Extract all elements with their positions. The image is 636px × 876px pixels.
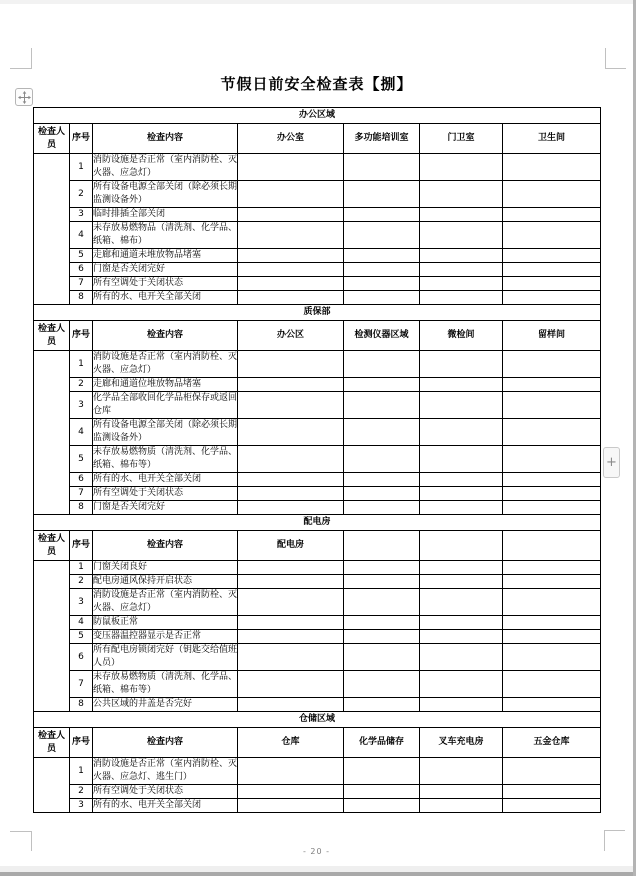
check-cell[interactable] <box>420 291 503 305</box>
column-header: 多功能培训室 <box>344 124 420 154</box>
check-cell[interactable] <box>344 644 420 671</box>
inspector-signature-cell[interactable] <box>34 561 70 712</box>
row-number: 6 <box>70 473 93 487</box>
document-title: 节假日前安全检查表【捌】 <box>220 75 413 93</box>
row-number: 1 <box>70 154 93 181</box>
column-header: 序号 <box>70 124 93 154</box>
four-way-move-icon <box>18 91 31 104</box>
check-cell[interactable] <box>238 501 344 515</box>
check-cell[interactable] <box>503 785 601 799</box>
check-cell[interactable] <box>238 561 344 575</box>
table-row <box>34 575 601 589</box>
page-number: - 20 - <box>302 847 331 856</box>
column-header: 检查内容 <box>93 124 238 154</box>
check-cell[interactable] <box>344 473 420 487</box>
table-row <box>34 616 601 630</box>
check-cell[interactable] <box>420 575 503 589</box>
inspection-table <box>33 107 601 813</box>
check-cell[interactable] <box>503 501 601 515</box>
row-number: 1 <box>70 351 93 378</box>
row-number: 8 <box>70 291 93 305</box>
row-number: 5 <box>70 630 93 644</box>
plus-icon: + <box>606 455 617 470</box>
row-number: 8 <box>70 698 93 712</box>
inspector-signature-cell[interactable] <box>34 758 70 813</box>
check-cell[interactable] <box>420 351 503 378</box>
inspection-item: 走廊和通道未堆放物品堵塞 <box>93 249 238 263</box>
inspector-signature-cell[interactable] <box>34 351 70 515</box>
add-button[interactable] <box>603 447 620 478</box>
check-cell[interactable] <box>238 351 344 378</box>
check-cell[interactable] <box>503 249 601 263</box>
table-row <box>34 758 601 785</box>
check-cell[interactable] <box>344 222 420 249</box>
inspection-item: 门窗是否关闭完好 <box>93 501 238 515</box>
table-row <box>34 154 601 181</box>
table-row <box>34 378 601 392</box>
check-cell[interactable] <box>503 154 601 181</box>
inspection-item: 所有的水、电开关全部关闭 <box>93 799 238 813</box>
table-row <box>34 392 601 419</box>
header-row <box>34 531 601 561</box>
check-cell[interactable] <box>344 630 420 644</box>
check-cell[interactable] <box>503 630 601 644</box>
inspection-item: 防鼠板正常 <box>93 616 238 630</box>
check-cell[interactable] <box>344 799 420 813</box>
row-number: 2 <box>70 378 93 392</box>
inspection-item: 临时排插全部关闭 <box>93 208 238 222</box>
table-row <box>34 644 601 671</box>
row-number: 3 <box>70 208 93 222</box>
table-row <box>34 277 601 291</box>
check-cell[interactable] <box>344 419 420 446</box>
check-cell[interactable] <box>344 561 420 575</box>
column-header: 检查人员 <box>34 728 70 758</box>
table-row <box>34 698 601 712</box>
inspection-item: 所有的水、电开关全部关闭 <box>93 473 238 487</box>
check-cell[interactable] <box>238 785 344 799</box>
column-header: 叉车充电房 <box>420 728 503 758</box>
window-edge-bottom <box>0 872 636 876</box>
check-cell[interactable] <box>420 589 503 616</box>
check-cell[interactable] <box>238 392 344 419</box>
check-cell[interactable] <box>503 291 601 305</box>
check-cell[interactable] <box>420 181 503 208</box>
check-cell[interactable] <box>238 277 344 291</box>
check-cell[interactable] <box>503 799 601 813</box>
table-row <box>34 785 601 799</box>
check-cell[interactable] <box>420 799 503 813</box>
margin-crop-mark-bottom-right <box>604 830 625 851</box>
check-cell[interactable] <box>420 473 503 487</box>
column-header: 检测仪器区域 <box>344 321 420 351</box>
inspection-item: 未存放易燃物质（清洗剂、化学品、纸箱、棉布等） <box>93 671 238 698</box>
check-cell[interactable] <box>344 291 420 305</box>
check-cell[interactable] <box>344 249 420 263</box>
inspector-signature-cell[interactable] <box>34 154 70 305</box>
check-cell[interactable] <box>344 351 420 378</box>
section-band-row <box>34 712 601 728</box>
check-cell[interactable] <box>238 419 344 446</box>
check-cell[interactable] <box>420 154 503 181</box>
table-row <box>34 501 601 515</box>
row-number: 6 <box>70 644 93 671</box>
header-row <box>34 321 601 351</box>
check-cell[interactable] <box>238 291 344 305</box>
row-number: 8 <box>70 501 93 515</box>
check-cell[interactable] <box>420 698 503 712</box>
column-header: 五金仓库 <box>503 728 601 758</box>
check-cell[interactable] <box>503 671 601 698</box>
column-header: 序号 <box>70 531 93 561</box>
inspection-table-body <box>34 108 601 813</box>
column-header <box>420 531 503 561</box>
row-number: 3 <box>70 799 93 813</box>
row-number: 1 <box>70 758 93 785</box>
check-cell[interactable] <box>344 277 420 291</box>
inspection-item: 消防设施是否正常（室内消防栓、灭火器、应急灯、逃生门） <box>93 758 238 785</box>
table-row <box>34 351 601 378</box>
check-cell[interactable] <box>344 446 420 473</box>
check-cell[interactable] <box>238 630 344 644</box>
section-band-row <box>34 305 601 321</box>
check-cell[interactable] <box>344 671 420 698</box>
check-cell[interactable] <box>420 419 503 446</box>
check-cell[interactable] <box>344 575 420 589</box>
table-row <box>34 419 601 446</box>
column-header: 序号 <box>70 321 93 351</box>
check-cell[interactable] <box>503 351 601 378</box>
check-cell[interactable] <box>420 263 503 277</box>
check-cell[interactable] <box>420 392 503 419</box>
check-cell[interactable] <box>503 378 601 392</box>
check-cell[interactable] <box>420 616 503 630</box>
check-cell[interactable] <box>503 487 601 501</box>
check-cell[interactable] <box>238 181 344 208</box>
column-header: 检查人员 <box>34 321 70 351</box>
check-cell[interactable] <box>344 378 420 392</box>
window-edge-top <box>0 0 636 4</box>
check-cell[interactable] <box>238 208 344 222</box>
check-cell[interactable] <box>344 181 420 208</box>
check-cell[interactable] <box>503 222 601 249</box>
check-cell[interactable] <box>503 181 601 208</box>
check-cell[interactable] <box>238 249 344 263</box>
table-row <box>34 799 601 813</box>
column-header: 办公区 <box>238 321 344 351</box>
row-number: 4 <box>70 616 93 630</box>
check-cell[interactable] <box>238 378 344 392</box>
inspection-item: 公共区域的井盖是否完好 <box>93 698 238 712</box>
section-title: 配电房 <box>34 515 601 531</box>
column-header: 检查内容 <box>93 321 238 351</box>
check-cell[interactable] <box>503 419 601 446</box>
check-cell[interactable] <box>344 758 420 785</box>
inspection-item: 所有空调处于关闭状态 <box>93 487 238 501</box>
row-number: 7 <box>70 487 93 501</box>
table-row <box>34 671 601 698</box>
inspection-item: 所有设备电源全部关闭（除必须长期监测设备外） <box>93 181 238 208</box>
table-row <box>34 181 601 208</box>
inspection-item: 所有配电房锁闭完好（钥匙交给值班人员） <box>93 644 238 671</box>
check-cell[interactable] <box>420 446 503 473</box>
check-cell[interactable] <box>344 589 420 616</box>
check-cell[interactable] <box>420 758 503 785</box>
check-cell[interactable] <box>420 249 503 263</box>
inspection-item: 门窗关闭良好 <box>93 561 238 575</box>
row-number: 4 <box>70 419 93 446</box>
inspection-item: 未存放易燃物质（清洗剂、化学品、纸箱、棉布等） <box>93 446 238 473</box>
column-header: 检查内容 <box>93 728 238 758</box>
column-header: 检查人员 <box>34 124 70 154</box>
row-number: 3 <box>70 392 93 419</box>
table-row <box>34 473 601 487</box>
check-cell[interactable] <box>420 785 503 799</box>
check-cell[interactable] <box>503 446 601 473</box>
row-number: 2 <box>70 181 93 208</box>
check-cell[interactable] <box>503 758 601 785</box>
table-row <box>34 589 601 616</box>
check-cell[interactable] <box>344 263 420 277</box>
header-row <box>34 728 601 758</box>
table-row <box>34 291 601 305</box>
check-cell[interactable] <box>503 473 601 487</box>
column-header: 微检间 <box>420 321 503 351</box>
row-number: 3 <box>70 589 93 616</box>
table-row <box>34 249 601 263</box>
table-row <box>34 222 601 249</box>
check-cell[interactable] <box>420 378 503 392</box>
inspection-item: 走廊和通道位堆放物品堵塞 <box>93 378 238 392</box>
check-cell[interactable] <box>238 473 344 487</box>
inspection-item: 所有空调处于关闭状态 <box>93 785 238 799</box>
section-title: 仓储区域 <box>34 712 601 728</box>
check-cell[interactable] <box>238 446 344 473</box>
check-cell[interactable] <box>238 263 344 277</box>
margin-crop-mark-top-right <box>605 48 626 69</box>
table-row <box>34 263 601 277</box>
check-cell[interactable] <box>420 561 503 575</box>
row-number: 7 <box>70 277 93 291</box>
column-header: 化学品储存 <box>344 728 420 758</box>
table-move-handle[interactable] <box>15 88 33 106</box>
table-row <box>34 561 601 575</box>
check-cell[interactable] <box>503 589 601 616</box>
table-row <box>34 487 601 501</box>
check-cell[interactable] <box>420 644 503 671</box>
check-cell[interactable] <box>503 616 601 630</box>
row-number: 7 <box>70 671 93 698</box>
column-header: 办公室 <box>238 124 344 154</box>
margin-crop-mark-top-left <box>10 48 32 69</box>
check-cell[interactable] <box>420 208 503 222</box>
check-cell[interactable] <box>344 154 420 181</box>
check-cell[interactable] <box>420 222 503 249</box>
check-cell[interactable] <box>238 616 344 630</box>
inspection-item: 所有空调处于关闭状态 <box>93 277 238 291</box>
row-number: 6 <box>70 263 93 277</box>
column-header: 留样间 <box>503 321 601 351</box>
section-title: 办公区域 <box>34 108 601 124</box>
column-header: 仓库 <box>238 728 344 758</box>
check-cell[interactable] <box>503 698 601 712</box>
check-cell[interactable] <box>503 277 601 291</box>
check-cell[interactable] <box>503 208 601 222</box>
check-cell[interactable] <box>344 208 420 222</box>
inspection-item: 所有设备电源全部关闭（除必须长期监测设备外） <box>93 419 238 446</box>
inspection-item: 消防设施是否正常（室内消防栓、灭火器、应急灯） <box>93 589 238 616</box>
table-row <box>34 446 601 473</box>
row-number: 5 <box>70 249 93 263</box>
check-cell[interactable] <box>344 616 420 630</box>
check-cell[interactable] <box>420 671 503 698</box>
column-header: 检查内容 <box>93 531 238 561</box>
margin-crop-mark-bottom-left <box>10 831 32 851</box>
inspection-item: 消防设施是否正常（室内消防栓、灭火器、应急灯） <box>93 154 238 181</box>
check-cell[interactable] <box>420 630 503 644</box>
check-cell[interactable] <box>344 501 420 515</box>
check-cell[interactable] <box>503 392 601 419</box>
inspection-item: 所有的水、电开关全部关闭 <box>93 291 238 305</box>
inspection-item: 配电房通风保持开启状态 <box>93 575 238 589</box>
section-band-row <box>34 515 601 531</box>
check-cell[interactable] <box>238 671 344 698</box>
inspection-item: 未存放易燃物品（清洗剂、化学品、纸箱、棉布） <box>93 222 238 249</box>
row-number: 5 <box>70 446 93 473</box>
check-cell[interactable] <box>238 222 344 249</box>
check-cell[interactable] <box>238 644 344 671</box>
section-band-row <box>34 108 601 124</box>
inspection-item: 化学品全部收回化学品柜保存或返回仓库 <box>93 392 238 419</box>
column-header <box>344 531 420 561</box>
check-cell[interactable] <box>503 263 601 277</box>
check-cell[interactable] <box>344 392 420 419</box>
check-cell[interactable] <box>503 561 601 575</box>
column-header: 配电房 <box>238 531 344 561</box>
section-title: 质保部 <box>34 305 601 321</box>
inspection-item: 消防设施是否正常（室内消防栓、灭火器、应急灯） <box>93 351 238 378</box>
table-row <box>34 208 601 222</box>
check-cell[interactable] <box>344 785 420 799</box>
inspection-item: 变压器温控器显示是否正常 <box>93 630 238 644</box>
column-header: 卫生间 <box>503 124 601 154</box>
check-cell[interactable] <box>344 698 420 712</box>
check-cell[interactable] <box>503 575 601 589</box>
inspection-item: 门窗是否关闭完好 <box>93 263 238 277</box>
row-number: 1 <box>70 561 93 575</box>
check-cell[interactable] <box>238 589 344 616</box>
table-row <box>34 630 601 644</box>
check-cell[interactable] <box>238 758 344 785</box>
check-cell[interactable] <box>420 487 503 501</box>
check-cell[interactable] <box>238 154 344 181</box>
row-number: 2 <box>70 575 93 589</box>
row-number: 2 <box>70 785 93 799</box>
check-cell[interactable] <box>503 644 601 671</box>
check-cell[interactable] <box>344 487 420 501</box>
check-cell[interactable] <box>420 277 503 291</box>
check-cell[interactable] <box>238 698 344 712</box>
check-cell[interactable] <box>238 799 344 813</box>
check-cell[interactable] <box>420 501 503 515</box>
check-cell[interactable] <box>238 487 344 501</box>
column-header: 序号 <box>70 728 93 758</box>
header-row <box>34 124 601 154</box>
row-number: 4 <box>70 222 93 249</box>
column-header <box>503 531 601 561</box>
column-header: 门卫室 <box>420 124 503 154</box>
check-cell[interactable] <box>238 575 344 589</box>
column-header: 检查人员 <box>34 531 70 561</box>
